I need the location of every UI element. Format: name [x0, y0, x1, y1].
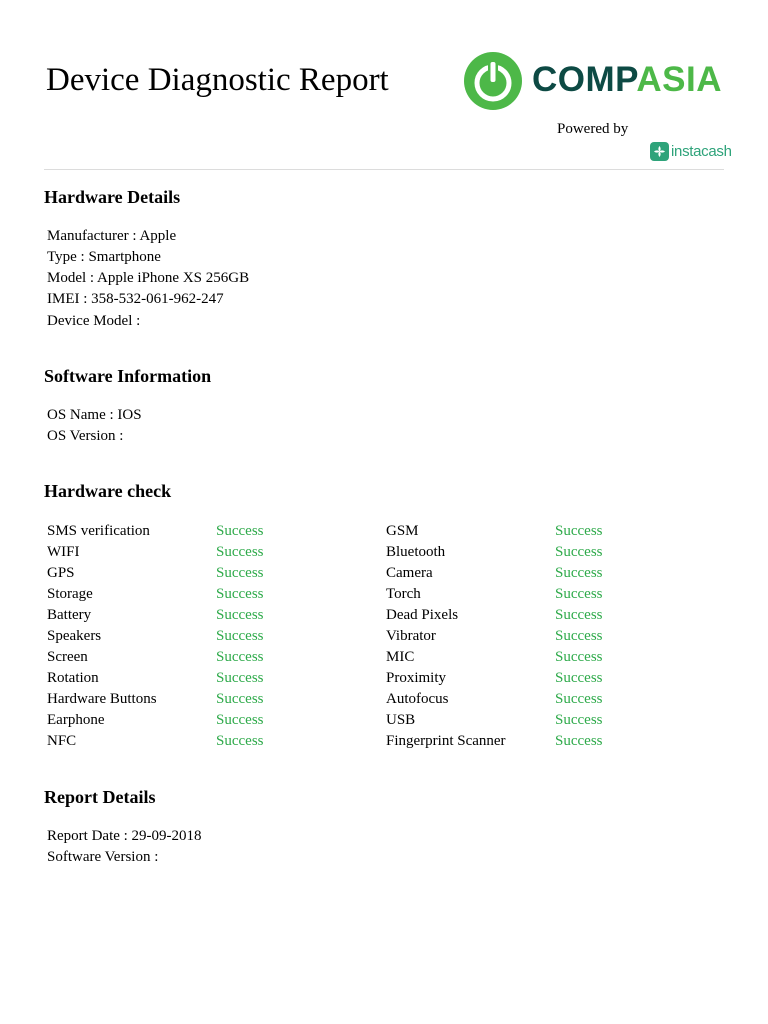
check-name: Earphone — [47, 712, 105, 728]
check-status: Success — [555, 628, 603, 644]
instacash-logo — [650, 141, 740, 163]
check-name: MIC — [386, 649, 415, 665]
check-status: Success — [216, 607, 264, 623]
check-status: Success — [216, 586, 264, 602]
check-name: Hardware Buttons — [47, 691, 157, 707]
check-status: Success — [555, 565, 603, 581]
check-status: Success — [216, 691, 264, 707]
check-name: NFC — [47, 733, 77, 749]
check-name: Fingerprint Scanner — [386, 733, 506, 749]
logo-text-dark: COMP — [532, 60, 637, 99]
compasia-logo — [462, 50, 727, 110]
check-status: Success — [216, 628, 264, 644]
model-line: Model : Apple iPhone XS 256GB — [47, 270, 250, 286]
hardware-details-heading: Hardware Details — [44, 187, 181, 207]
check-name: Autofocus — [386, 691, 449, 707]
check-status: Success — [555, 712, 603, 728]
check-name: Dead Pixels — [386, 607, 459, 623]
check-status: Success — [555, 607, 603, 623]
header-divider — [44, 169, 724, 170]
check-status: Success — [555, 733, 603, 749]
check-name: Camera — [386, 565, 433, 581]
check-status: Success — [216, 670, 264, 686]
software-version-line: Software Version : — [47, 849, 159, 865]
os-version-line: OS Version : — [47, 428, 124, 444]
check-name: Torch — [386, 586, 421, 602]
check-name: Rotation — [47, 670, 99, 686]
powered-by-label: Powered by — [557, 121, 629, 137]
report-details-heading: Report Details — [44, 787, 156, 807]
check-status: Success — [555, 691, 603, 707]
check-name: GSM — [386, 523, 419, 539]
check-name: Proximity — [386, 670, 447, 686]
check-status: Success — [216, 544, 264, 560]
check-name: Bluetooth — [386, 544, 446, 560]
check-name: Battery — [47, 607, 92, 623]
check-name: Storage — [47, 586, 93, 602]
report-date-line: Report Date : 29-09-2018 — [47, 828, 202, 844]
check-status: Success — [555, 586, 603, 602]
software-info-heading: Software Information — [44, 366, 212, 386]
logo-wordmark — [532, 60, 722, 100]
check-status: Success — [555, 523, 603, 539]
instacash-text: instacash — [671, 143, 732, 160]
imei-line: IMEI : 358-532-061-962-247 — [47, 291, 224, 307]
manufacturer-line: Manufacturer : Apple — [47, 228, 177, 244]
check-name: Vibrator — [386, 628, 436, 644]
check-status: Success — [216, 712, 264, 728]
logo-text-green: ASIA — [636, 60, 723, 99]
check-name: SMS verification — [47, 523, 150, 539]
check-status: Success — [555, 649, 603, 665]
check-name: Speakers — [47, 628, 102, 644]
instacash-icon — [650, 142, 669, 161]
check-name: Screen — [47, 649, 88, 665]
hardware-check-heading: Hardware check — [44, 481, 172, 501]
device-model-line: Device Model : — [47, 313, 141, 329]
check-name: GPS — [47, 565, 75, 581]
check-status: Success — [555, 670, 603, 686]
power-icon — [462, 50, 524, 112]
check-status: Success — [216, 649, 264, 665]
page-title: Device Diagnostic Report — [46, 62, 389, 98]
check-status: Success — [216, 733, 264, 749]
check-name: USB — [386, 712, 416, 728]
check-status: Success — [216, 565, 264, 581]
check-name: WIFI — [47, 544, 80, 560]
check-status: Success — [216, 523, 264, 539]
type-line: Type : Smartphone — [47, 249, 161, 265]
check-status: Success — [555, 544, 603, 560]
os-name-line: OS Name : IOS — [47, 407, 142, 423]
